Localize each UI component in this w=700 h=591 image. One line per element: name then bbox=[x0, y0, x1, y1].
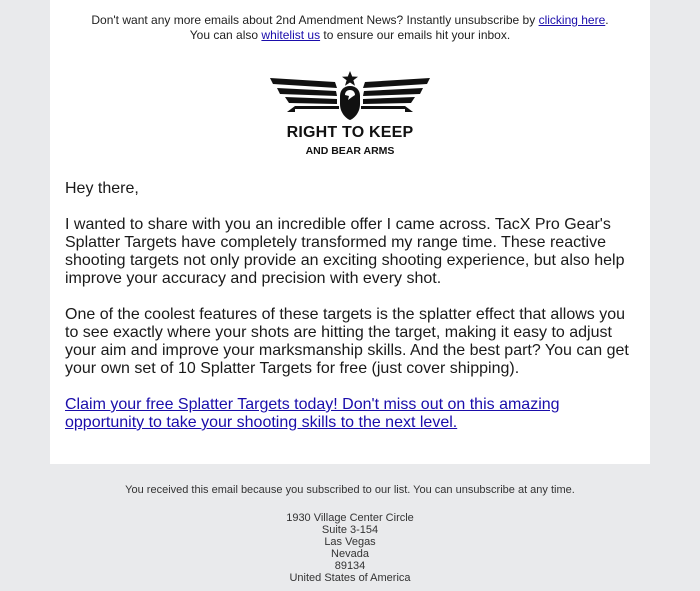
email-card bbox=[50, 0, 650, 464]
preheader-text-2: You can also bbox=[189, 28, 262, 42]
logo-subtitle: AND BEAR ARMS bbox=[305, 145, 395, 157]
address-line: Las Vegas bbox=[324, 536, 376, 548]
preheader-line-2 bbox=[50, 28, 650, 43]
preheader-line-1 bbox=[50, 13, 650, 28]
preheader-text-3: to ensure our emails hit your inbox. bbox=[320, 28, 511, 42]
address-line: United States of America bbox=[289, 572, 411, 584]
unsubscribe-link[interactable]: clicking here bbox=[538, 13, 606, 27]
address-line: Nevada bbox=[331, 548, 369, 560]
address-line: Suite 3-154 bbox=[321, 524, 379, 536]
address-line: 89134 bbox=[334, 560, 366, 572]
preheader-period: . bbox=[605, 13, 609, 27]
email-body bbox=[65, 180, 640, 450]
greeting: Hey there, bbox=[65, 180, 139, 197]
preheader bbox=[50, 13, 650, 43]
paragraph-2: One of the coolest features of these targets is the splatter effect that allows you to see exactly where your shots are hitting the target, making it easy to adjust your aim and improve your marksmanship skills. And the best part? You can get your own set of 10 Splatter Targets for free (just cover shipping). bbox=[65, 306, 629, 377]
footer-reason: You received this email because you subscribed to our list. You can unsubscribe at any time. bbox=[125, 484, 575, 496]
logo-title: RIGHT TO KEEP bbox=[286, 124, 414, 141]
paragraph-1: I wanted to share with you an incredible offer I came across. TacX Pro Gear's Splatter Targets have completely transformed my range time. These reactive shooting targets not only provide an exciting shooting experience, but also help improve your accuracy and precision with every shot. bbox=[65, 216, 625, 287]
eagle-wings-star-icon bbox=[265, 66, 435, 124]
footer-address bbox=[0, 512, 700, 584]
footer bbox=[0, 484, 700, 584]
whitelist-link[interactable]: whitelist us bbox=[261, 28, 321, 42]
brand-logo bbox=[265, 66, 435, 162]
address-line: 1930 Village Center Circle bbox=[286, 512, 414, 524]
cta-link[interactable]: Claim your free Splatter Targets today! Don't miss out on this amazing opportunity to take your shooting skills to the next level. bbox=[65, 396, 560, 431]
preheader-text: Don't want any more emails about 2nd Amendment News? Instantly unsubscribe by bbox=[91, 13, 539, 27]
